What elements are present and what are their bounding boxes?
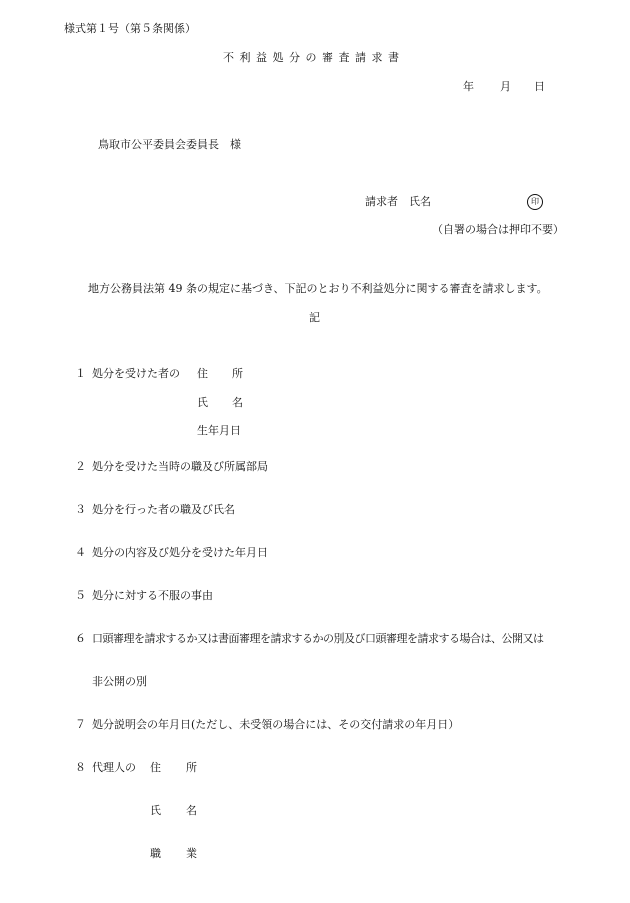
date-day: 日 [534, 80, 545, 93]
ki-heading: 記 [309, 311, 320, 324]
item-6-label: 口頭審理を請求するか又は書面審理を請求するかの別及び口頭審理を請求する場合は、公開又は [92, 632, 544, 645]
seal-mark: 印 [527, 194, 543, 210]
item-8-name-label-b: 名 [186, 804, 197, 817]
item-1-name-label-a: 氏 [197, 396, 208, 409]
requester-label: 請求者 氏名 [365, 195, 431, 208]
page-title: 不利益処分の審査請求書 [223, 51, 405, 64]
item-7-label: 処分説明会の年月日(ただし、未受領の場合には、その交付請求の年月日） [92, 718, 460, 731]
item-8-address-label-a: 住 [150, 761, 161, 774]
item-5-number: ５ [75, 589, 86, 602]
item-2-label: 処分を受けた当時の職及び所属部局 [92, 460, 268, 473]
item-1-name-label-b: 名 [232, 396, 243, 409]
item-3-label: 処分を行った者の職及び氏名 [92, 503, 235, 516]
item-1-address-label-b: 所 [232, 367, 243, 380]
item-8-label: 代理人の [92, 761, 136, 774]
item-8-name-label-a: 氏 [150, 804, 161, 817]
item-5-label: 処分に対する不服の事由 [92, 589, 213, 602]
item-1-address-label-a: 住 [197, 367, 208, 380]
item-4-number: ４ [75, 546, 86, 559]
item-8-occupation-label-b: 業 [186, 847, 197, 860]
item-1-birthdate-label: 生年月日 [197, 424, 241, 437]
date-month: 月 [500, 80, 511, 93]
item-4-label: 処分の内容及び処分を受けた年月日 [92, 546, 268, 559]
item-1-number: １ [75, 367, 86, 380]
form-number: 様式第１号（第５条関係） [64, 22, 196, 35]
addressee: 鳥取市公平委員会委員長 様 [98, 138, 241, 151]
item-8-occupation-label-a: 職 [150, 847, 161, 860]
item-1-label: 処分を受けた者の [92, 367, 180, 380]
item-2-number: ２ [75, 460, 86, 473]
item-7-number: ７ [75, 718, 86, 731]
item-6-number: ６ [75, 632, 86, 645]
item-8-address-label-b: 所 [186, 761, 197, 774]
date-year: 年 [463, 80, 474, 93]
seal-note: （自署の場合は押印不要） [432, 223, 564, 236]
item-3-number: ３ [75, 503, 86, 516]
body-text: 地方公務員法第 49 条の規定に基づき、下記のとおり不利益処分に関する審査を請求します。 [88, 282, 548, 295]
item-8-number: ８ [75, 761, 86, 774]
item-6-continuation: 非公開の別 [92, 675, 147, 688]
